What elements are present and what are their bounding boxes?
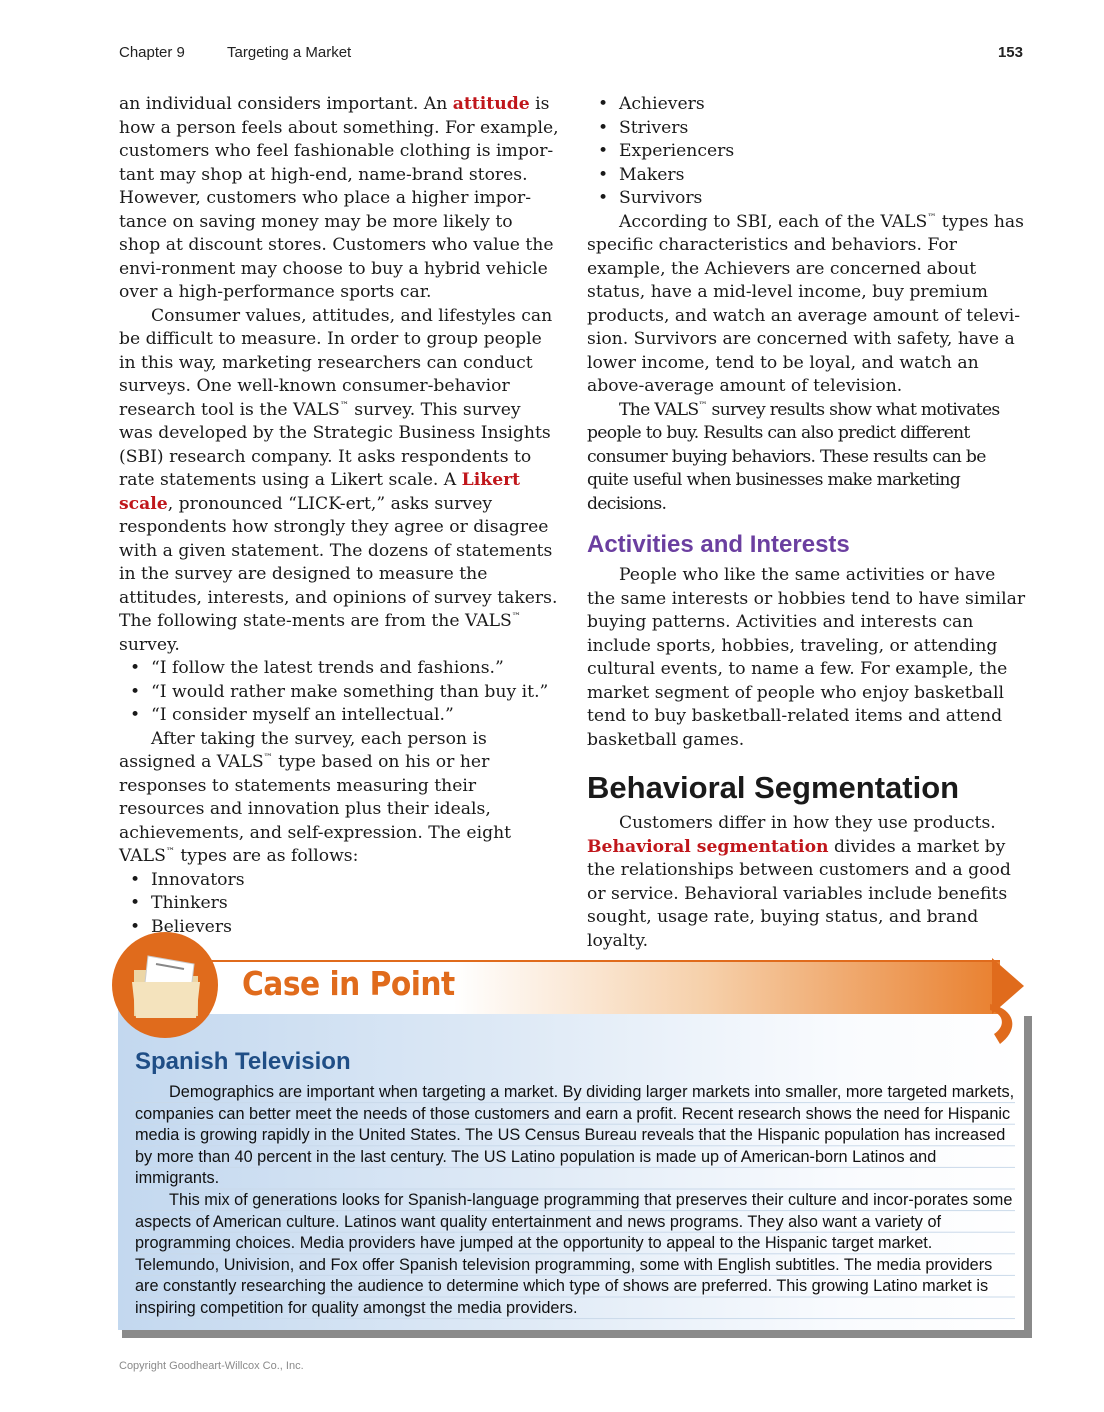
vals-types-list-continued — [587, 93, 1027, 211]
paragraph: According to SBI, each of the VALS™ types has specific characteristics and behaviors. For example, the Achievers are concerned about status, have a mid-level income, buy premium products, and watch an average amount of televi-sion. Survivors are concerned with safety, have a lower income, tend to be loyal, and watch an above-average amount of television. — [587, 211, 1024, 396]
case-content — [135, 1047, 1015, 1320]
paragraph: Consumer values, attitudes, and lifestyles can be difficult to measure. In order to group people in this way, marketing researchers can conduct surveys. One well-known consumer-behavior research tool is the VALS™ survey. This survey was developed by the Strategic Business Insights (SBI) research company. It asks respondents to rate statements using a Likert scale. A Likert scale, pronounced “LICK-ert,” asks survey respondents how strongly they agree or disagree with a given statement. The dozens of statements in the survey are designed to measure the attitudes, interests, and opinions of survey takers. The following state-ments are from the VALS™ survey. — [119, 305, 558, 655]
case-heading: Spanish Television — [135, 1048, 351, 1075]
paragraph: an individual considers important. An attitude is how a person feels about something. For example, customers who feel fashionable clothing is impor-tant may shop at high-end, name-brand stores. However, customers who place a higher impor-tance on saving money may be more likely to shop at discount stores. Customers who value the envi-ronment may choose to buy a hybrid vehicle over a high-performance sports car. — [119, 94, 559, 302]
list-item: • Thinkers — [130, 893, 228, 913]
list-item: • Strivers — [598, 117, 689, 138]
chapter-label: Chapter 9 — [119, 44, 185, 61]
paragraph: Customers differ in how they use products. Behavioral segmentation divides a market by the relationships between customers and a good or service. Behavioral variables include benefits sought, usage rate, buying status, and brand loyalty. — [587, 813, 1011, 951]
folder-icon — [110, 930, 220, 1040]
page-header — [119, 44, 1023, 64]
term-attitude: attitude — [452, 94, 530, 114]
case-in-point-label: Case in Point — [242, 964, 455, 1003]
list-item: • “I consider myself an intellectual.” — [130, 705, 454, 725]
list-item: • Innovators — [130, 869, 245, 890]
paragraph: The VALS™ survey results show what motivates people to buy. Results can also predict different consumer buying behaviors. These results can be quite useful when businesses make marketing decisions. — [587, 399, 1000, 514]
heading-behavioral-segmentation: Behavioral Segmentation — [587, 770, 960, 805]
list-item: • Achievers — [598, 94, 705, 114]
paragraph: After taking the survey, each person is assigned a VALS™ type based on his or her responses to statements measuring their resources and innovation plus their ideals, achievements, and self-expression. The eight VALS™ types are as follows: — [119, 728, 512, 866]
paragraph: People who like the same activities or have the same interests or hobbies tend to have similar buying patterns. Activities and interests can include sports, hobbies, traveling, or attending cultural events, to name a few. For example, the market segment of people who enjoy basketball tend to buy basketball-related items and attend basketball games. — [587, 565, 1026, 750]
list-item: • Survivors — [598, 188, 703, 208]
list-item: • Believers — [130, 916, 232, 937]
chapter-title: Targeting a Market — [227, 44, 352, 61]
survey-statements-list — [119, 657, 559, 728]
heading-activities-interests: Activities and Interests — [587, 531, 850, 558]
page-number: 153 — [997, 44, 1023, 61]
list-item: • Experiencers — [598, 141, 735, 161]
list-item: • “I would rather make something than buy it.” — [130, 681, 549, 702]
vals-types-list — [119, 869, 559, 940]
case-paragraph: This mix of generations looks for Spanish-language programming that preserves their culture and incor-porates some aspects of American culture. Latinos want quality entertainment and news programs. They also want a variety of programming choices. Media providers have jumped at the opportunity to appeal to the Hispanic target market. Telemundo, Univision, and Fox offer Spanish television programming, some with English subtitles. The media providers are constantly researching the audience to determine which type of shows are preferred. This growing Latino market is inspiring competition for quality amongst the media providers. — [135, 1190, 1015, 1320]
list-item: • “I follow the latest trends and fashions.” — [130, 658, 504, 678]
banner-curl-icon — [960, 1004, 1020, 1044]
copyright-footer: Copyright Goodheart-Willcox Co., Inc. — [119, 1360, 304, 1372]
term-behavioral-segmentation: Behavioral segmentation — [587, 836, 829, 857]
right-column — [587, 93, 1027, 953]
case-paragraph: Demographics are important when targeting a market. By dividing larger markets into smaller, more targeted markets, companies can better meet the needs of those customers and earn a profit. Recent research shows the need for Hispanic media is growing rapidly in the United States. The US Census Bureau reveals that the Hispanic population has increased by more than 40 percent in the last century. The US Latino population is made up of American-born Latinos and immigrants. — [135, 1082, 1015, 1190]
term-likert-scale: Likert scale — [119, 470, 521, 514]
list-item: • Makers — [598, 164, 685, 185]
left-column — [119, 93, 559, 939]
